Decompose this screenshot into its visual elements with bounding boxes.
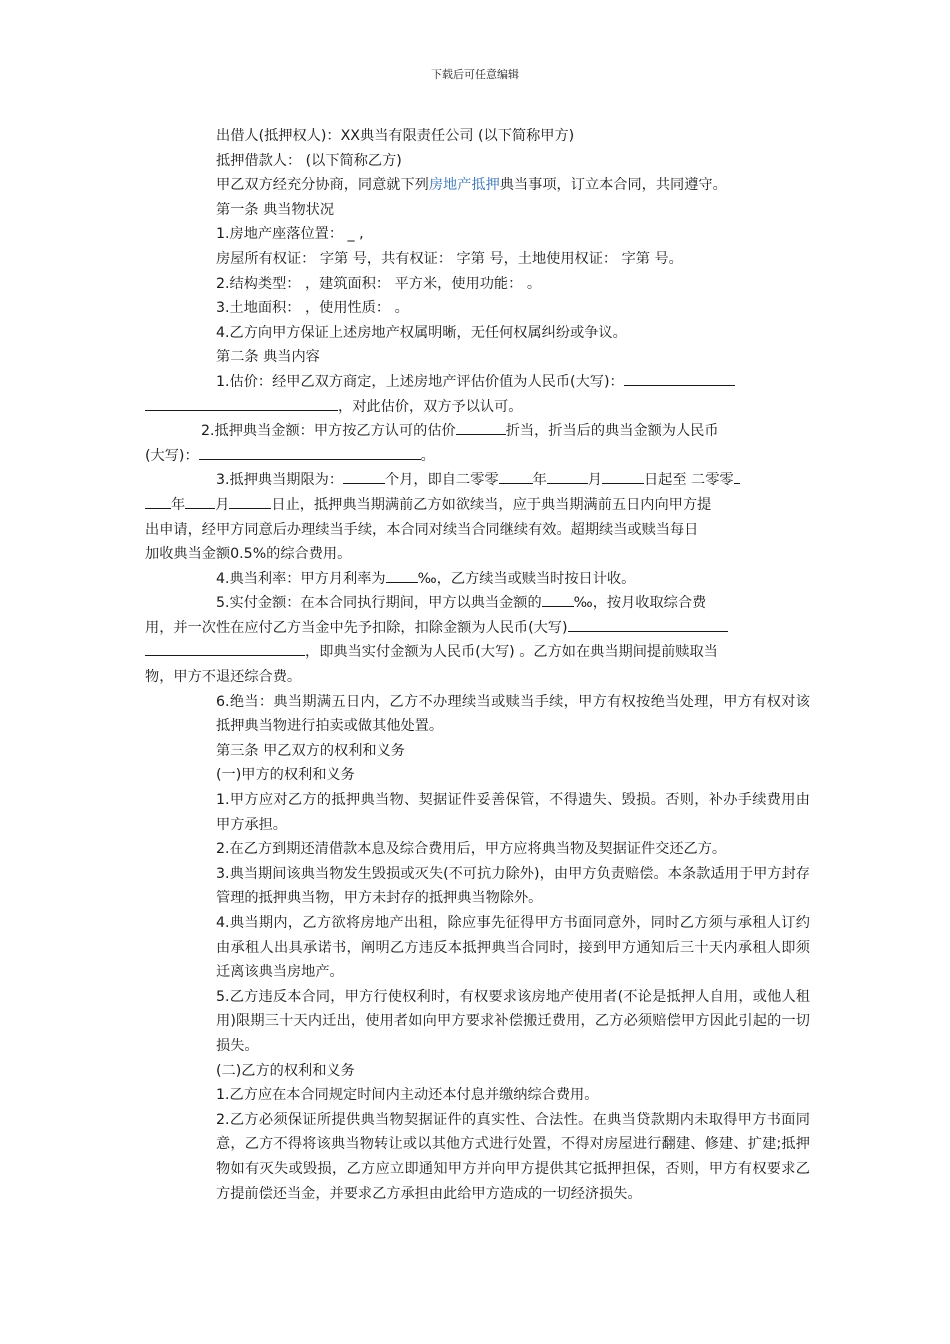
article-2-item-2-cont [145, 444, 810, 469]
blank-field [624, 370, 735, 386]
lender-line: 出借人(抵押权人)：XX典当有限责任公司 (以下简称甲方) [216, 128, 575, 144]
term-text: 3.抵押典当期限为： [216, 472, 344, 489]
page-header: 下载后可任意编辑 [431, 68, 519, 81]
rate-text-end: ‰，乙方续当或赎当时按日计收。 [417, 570, 636, 587]
blank-field [499, 468, 533, 484]
blank-field [229, 493, 271, 509]
pawn-amount-text: 2.抵押典当金额：甲方按乙方认可的估价 [201, 423, 456, 440]
article-2-item-2 [145, 419, 810, 444]
mortgage-link[interactable]: 房地产抵押 [428, 177, 500, 194]
article-3-2-item-2: 2.乙方必须保证所提供典当物契据证件的真实性、合法性。在典当贷款期内未取得甲方书面同意，乙方不得将该典当物转让或以其他方式进行处置，不得对房屋进行翻建、修建、扩建;抵押物如有灭失或毁损，乙方应立即通知甲方并向甲方提供其它抵押担保，否则，甲方有权要求乙方提前偿还当金，并要求乙方承担由此给甲方造成的一切经济损失。 [216, 1111, 810, 1202]
article-2-item-3 [145, 468, 810, 493]
valuation-text: 1.估价：经甲乙双方商定，上述房地产评估价值为人民币(大写)： [216, 373, 624, 390]
article-1-item-1: 1.房地产座落位置： _ , [216, 226, 364, 243]
article-2-item-5-line3 [145, 640, 810, 665]
blank-field [547, 468, 588, 484]
article-3-1-item-5: 5.乙方违反本合同，甲方行使权利时，有权要求该房地产使用者(不论是抵押人自用，或他人租用)限期三十天内迁出，使用者如向甲方要求补偿搬迁费用，乙方必须赔偿甲方因此引起的一切损失。 [216, 988, 810, 1054]
blank-field [734, 468, 740, 484]
blank-field [145, 640, 305, 656]
blank-field [602, 468, 644, 484]
month-label: 月 [587, 472, 602, 489]
intro-text-b: 典当事项，订立本合同，共同遵守。 [499, 177, 727, 194]
blank-field [145, 493, 171, 509]
year-label: 年 [171, 496, 186, 513]
borrower-line: 抵押借款人： (以下简称乙方) [216, 152, 402, 169]
blank-field [145, 395, 338, 411]
article-3-title: 第三条 甲乙双方的权利和义务 [216, 742, 405, 759]
article-2-item-3-line4: 加收典当金额0.5%的综合费用。 [145, 546, 352, 563]
article-2-item-4 [145, 567, 810, 592]
article-3-1-item-1: 1.甲方应对乙方的抵押典当物、契据证件妥善保管，不得遗失、毁损。否则，补办手续费用由甲方承担。 [216, 792, 810, 833]
article-1-certificates: 房屋所有权证： 字第 号，共有权证： 字第 号，土地使用权证： 字第 号。 [216, 250, 683, 267]
article-2-item-3-line3: 出申请，经甲方同意后办理续当手续，本合同对续当合同继续有效。超期续当或赎当每日 [145, 521, 699, 538]
term-text: 个月，即自二零零 [385, 472, 499, 489]
uppercase-label: (大写)： [145, 447, 199, 464]
article-3-section-2: (二)乙方的权利和义务 [216, 1062, 355, 1079]
blank-field [456, 419, 506, 435]
term-text: 日止，抵押典当期满前乙方如欲续当，应于典当期满前五日内向甲方提 [271, 496, 712, 513]
article-2-item-5-line4: 物，甲方不退还综合费。 [145, 669, 302, 686]
payment-text: ‰，按月收取综合费 [573, 595, 707, 612]
contract-body [145, 124, 810, 1206]
year-label: 年 [532, 472, 547, 489]
payment-text: 5.实付金额：在本合同执行期间，甲方以典当金额的 [216, 595, 542, 612]
article-1-title: 第一条 典当物状况 [216, 201, 335, 218]
intro-text-a: 甲乙双方经充分协商，同意就下列 [216, 177, 429, 194]
article-2-item-1 [145, 370, 810, 395]
article-2-item-1-cont [145, 395, 810, 420]
article-3-section-1: (一)甲方的权利和义务 [216, 767, 355, 784]
blank-field [568, 616, 728, 632]
article-3-1-item-4: 4.典当期内，乙方欲将房地产出租，除应事先征得甲方书面同意外，同时乙方须与承租人订约由承租人出具承诺书，阐明乙方违反本抵押典当合同时，接到甲方通知后三十天内承租人即须迁离该典当房地产。 [216, 915, 810, 981]
pawn-amount-text-2: 折当，折当后的典当金额为人民币 [505, 423, 719, 440]
rate-text: 4.典当利率：甲方月利率为 [216, 570, 386, 587]
blank-field [386, 567, 418, 583]
intro-paragraph [145, 173, 810, 198]
valuation-text-end: ，对此估价，双方予以认可。 [338, 398, 523, 415]
blank-field [185, 493, 215, 509]
article-3-1-item-2: 2.在乙方到期还清借款本息及综合费用后，甲方应将典当物及契据证件交还乙方。 [216, 841, 727, 858]
article-3-1-item-3: 3.典当期间该典当物发生毁损或灭失(不可抗力除外)，由甲方负责赔偿。本条款适用于甲方封存管理的抵押典当物，甲方未封存的抵押典当物除外。 [216, 865, 810, 907]
month-label: 月 [215, 496, 230, 513]
article-1-item-4: 4.乙方向甲方保证上述房地产权属明晰，无任何权属纠纷或争议。 [216, 324, 627, 341]
blank-field [542, 591, 574, 607]
article-1-item-3: 3.土地面积： ，使用性质： 。 [216, 300, 409, 317]
article-2-item-3-cont [145, 493, 810, 518]
payment-text: 用，并一次性在应付乙方当金中先予扣除，扣除金额为人民币(大写) [145, 619, 568, 636]
term-text: 日起至 二零零 [643, 472, 734, 489]
period-mark: 。 [420, 447, 435, 464]
payment-text: ，即典当实付金额为人民币(大写) 。乙方如在典当期间提前赎取当 [305, 644, 718, 661]
article-3-2-item-1: 1.乙方应在本合同规定时间内主动还本付息并缴纳综合费用。 [216, 1087, 599, 1104]
article-2-item-5-line2 [145, 616, 810, 641]
article-2-title: 第二条 典当内容 [216, 349, 320, 366]
article-2-item-6: 6.绝当：典当期满五日内，乙方不办理续当或赎当手续，甲方有权按绝当处理，甲方有权对该抵押典当物进行拍卖或做其他处置。 [216, 693, 810, 735]
article-1-item-2: 2.结构类型： ，建筑面积： 平方米，使用功能： 。 [216, 275, 542, 292]
article-2-item-5 [145, 591, 810, 616]
blank-field [199, 444, 421, 460]
blank-field [343, 468, 385, 484]
